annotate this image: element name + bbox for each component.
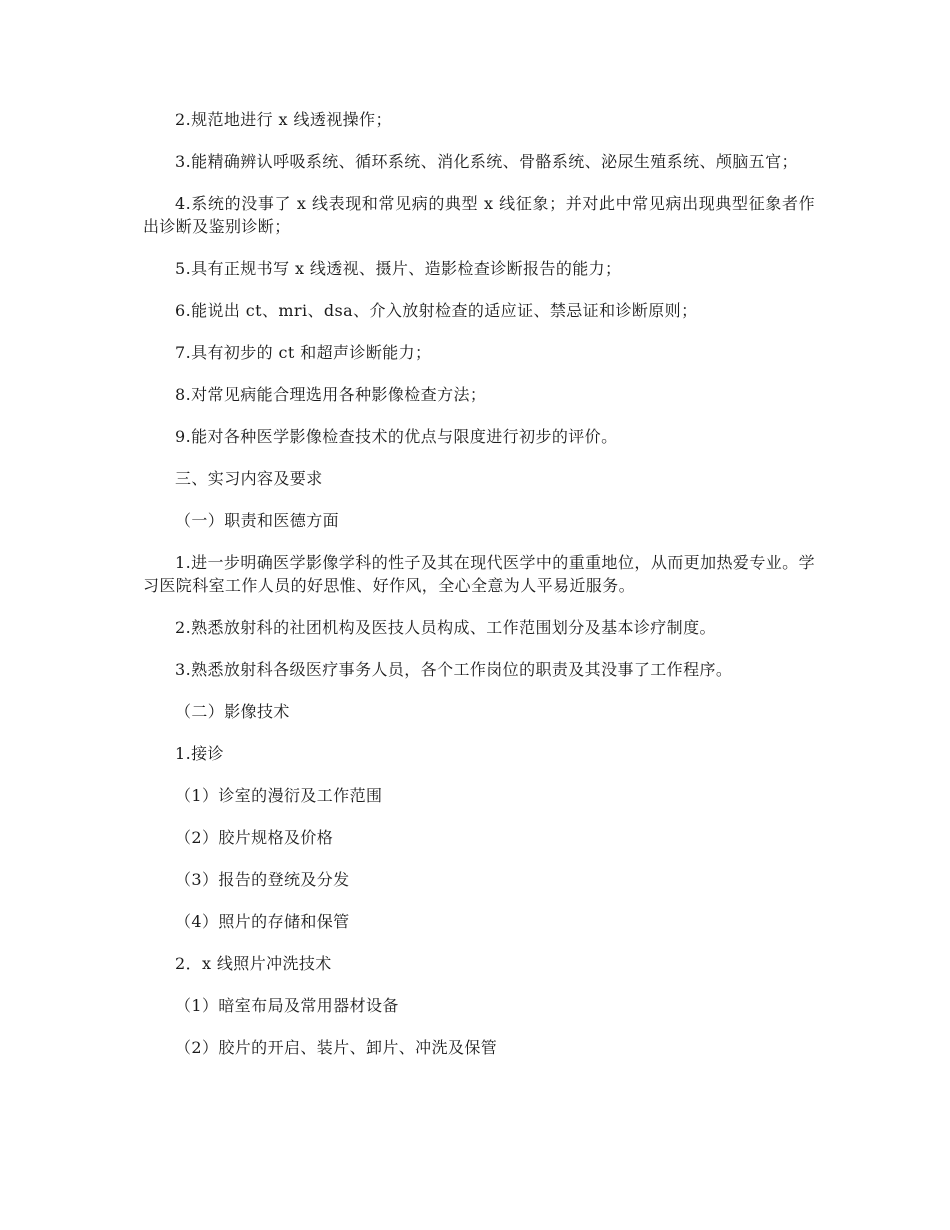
list-item: （4）照片的存储和保管 [175,912,350,931]
paragraph: 9.能对各种医学影像检查技术的优点与限度进行初步的评价。 [175,427,618,446]
paragraph: 2.规范地进行 x 线透视操作； [175,110,392,129]
paragraph: 7.具有初步的 ct 和超声诊断能力； [175,343,432,362]
paragraph: 3.熟悉放射科各级医疗事务人员，各个工作岗位的职责及其没事了工作程序。 [175,660,733,679]
paragraph: 8.对常见病能合理选用各种影像检查方法； [175,385,487,404]
list-item: （1）暗室布局及常用器材设备 [175,996,399,1015]
subsection-heading: （二）影像技术 [175,702,290,721]
subsection-heading: （一）职责和医德方面 [175,511,340,530]
paragraph: 4.系统的没事了 x 线表现和常见病的典型 x 线征象；并对此中常见病出现典型征象者作出诊断及鉴别诊断； [143,194,815,236]
paragraph: 5.具有正规书写 x 线透视、摄片、造影检查诊断报告的能力； [175,259,622,278]
paragraph: 1.进一步明确医学影像学科的性子及其在现代医学中的重重地位，从而更加热爱专业。学习医院科室工作人员的好思惟、好作风，全心全意为人平易近服务。 [143,553,815,595]
document-body [143,108,815,1078]
list-item: （1）诊室的漫衍及工作范围 [175,786,383,805]
list-item: （2）胶片的开启、装片、卸片、冲洗及保管 [175,1038,498,1057]
paragraph: 3.能精确辨认呼吸系统、循环系统、消化系统、骨骼系统、泌尿生殖系统、颅脑五官； [175,152,798,171]
list-heading: 2．x 线照片冲洗技术 [175,954,332,973]
list-item: （2）胶片规格及价格 [175,828,334,847]
list-heading: 1.接诊 [175,744,224,763]
section-heading: 三、实习内容及要求 [175,469,323,488]
list-item: （3）报告的登统及分发 [175,870,350,889]
paragraph: 2.熟悉放射科的社团机构及医技人员构成、工作范围划分及基本诊疗制度。 [175,618,716,637]
paragraph: 6.能说出 ct、mri、dsa、介入放射检查的适应证、禁忌证和诊断原则； [175,301,698,320]
